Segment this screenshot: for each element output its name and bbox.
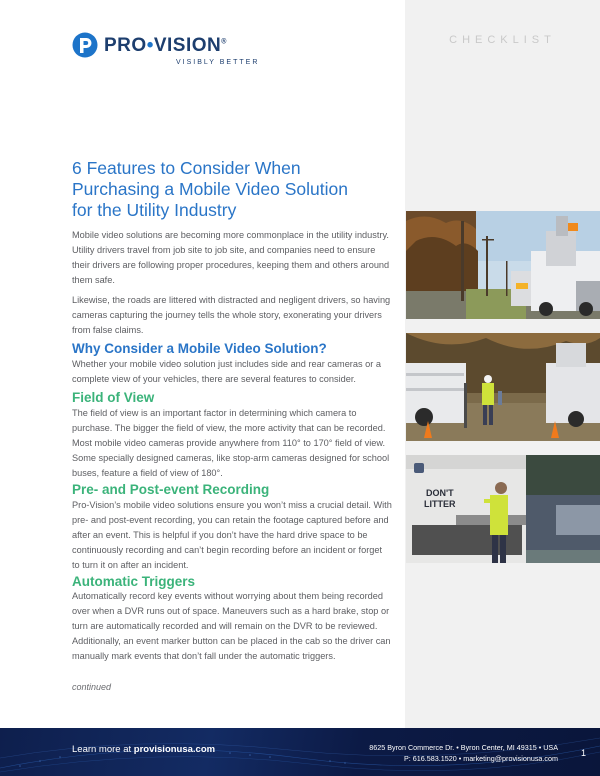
field-of-view-body: The field of view is an important factor in determining which camera to purchase. The bigger the field of view, the more activity that can be recorded. Most mobile video cameras provide anywhere from 110° to 170° field of view. Some specially designed cameras, like stop-arm cameras designed for school buses, feature a field of view of 180°. <box>72 408 390 478</box>
learn-more-prefix: Learn more at <box>72 744 134 755</box>
page-number: 1 <box>580 748 586 758</box>
logo-tagline: VISIBLY BETTER <box>176 59 260 66</box>
website-link[interactable]: provisionusa.com <box>133 744 216 755</box>
why-body: Whether your mobile video solution just includes side and rear cameras or a complete view of your vehicles, there are several features to consider. <box>72 359 381 384</box>
company-contact: P: 616.583.1520 • marketing@provisionusa.com <box>403 754 558 763</box>
event-recording-heading: Pre- and Post-event Recording <box>72 482 270 497</box>
automatic-triggers-body: Automatically record key events without worrying about them being recorded over when a DVR runs out of space. Maneuvers such as a hard brake, stop or turn are automatically recorded and will remain on the DVR to be reviewed. Additionally, an event marker button can be placed in the cab so the driver can manually mark events that don’t fall under the automatic triggers. <box>72 591 391 661</box>
field-of-view-heading: Field of View <box>72 390 155 405</box>
logo-word-pro: PRO <box>104 35 147 56</box>
utility-trucks-photo <box>406 211 600 319</box>
truck-sign-line-1: DON'T <box>426 488 454 498</box>
event-recording-body: Pro-Vision’s mobile video solutions ensure you won’t miss a crucial detail. With pre- and post-event recording, you can retain the footage captured before and after an event. This is helpful if you don’t have the hard drive space to be continuously recording and can’t begin recording before an incident or forget to turn it on after an incident. <box>72 500 392 570</box>
continued-note: continued <box>72 682 112 692</box>
company-address-block <box>369 742 558 764</box>
intro-paragraph-1: Mobile video solutions are becoming more commonplace in the utility industry. Utility drivers travel from job site to job site, and companies need to ensure their drivers are following proper procedures, keeping them and others around them safe. <box>72 230 390 285</box>
page-title: 6 Features to Consider When Purchasing a Mobile Video Solution for the Utility Industry <box>72 158 348 220</box>
provision-logo-icon <box>72 32 98 58</box>
company-address: 8625 Byron Commerce Dr. • Byron Center, MI 49315 • USA <box>369 743 558 752</box>
truck-sign-line-2: LITTER <box>424 499 456 509</box>
logo-word-vision: VISION <box>153 35 222 56</box>
why-heading: Why Consider a Mobile Video Solution? <box>72 341 327 356</box>
document-type-label: CHECKLIST <box>449 34 556 46</box>
intro-paragraph-2: Likewise, the roads are littered with distracted and negligent drivers, so having cameras capturing the journey tells the whole story, exonerating your drivers from false claims. <box>72 295 391 335</box>
refuse-truck-photo <box>406 455 600 563</box>
registered-mark: ® <box>221 38 227 46</box>
utility-workers-photo <box>406 333 600 441</box>
provision-logo <box>72 32 272 72</box>
automatic-triggers-heading: Automatic Triggers <box>72 574 196 589</box>
logo-dot: • <box>146 35 154 56</box>
logo-wordmark <box>104 35 227 57</box>
page-footer <box>0 728 600 776</box>
learn-more-text <box>72 744 215 755</box>
